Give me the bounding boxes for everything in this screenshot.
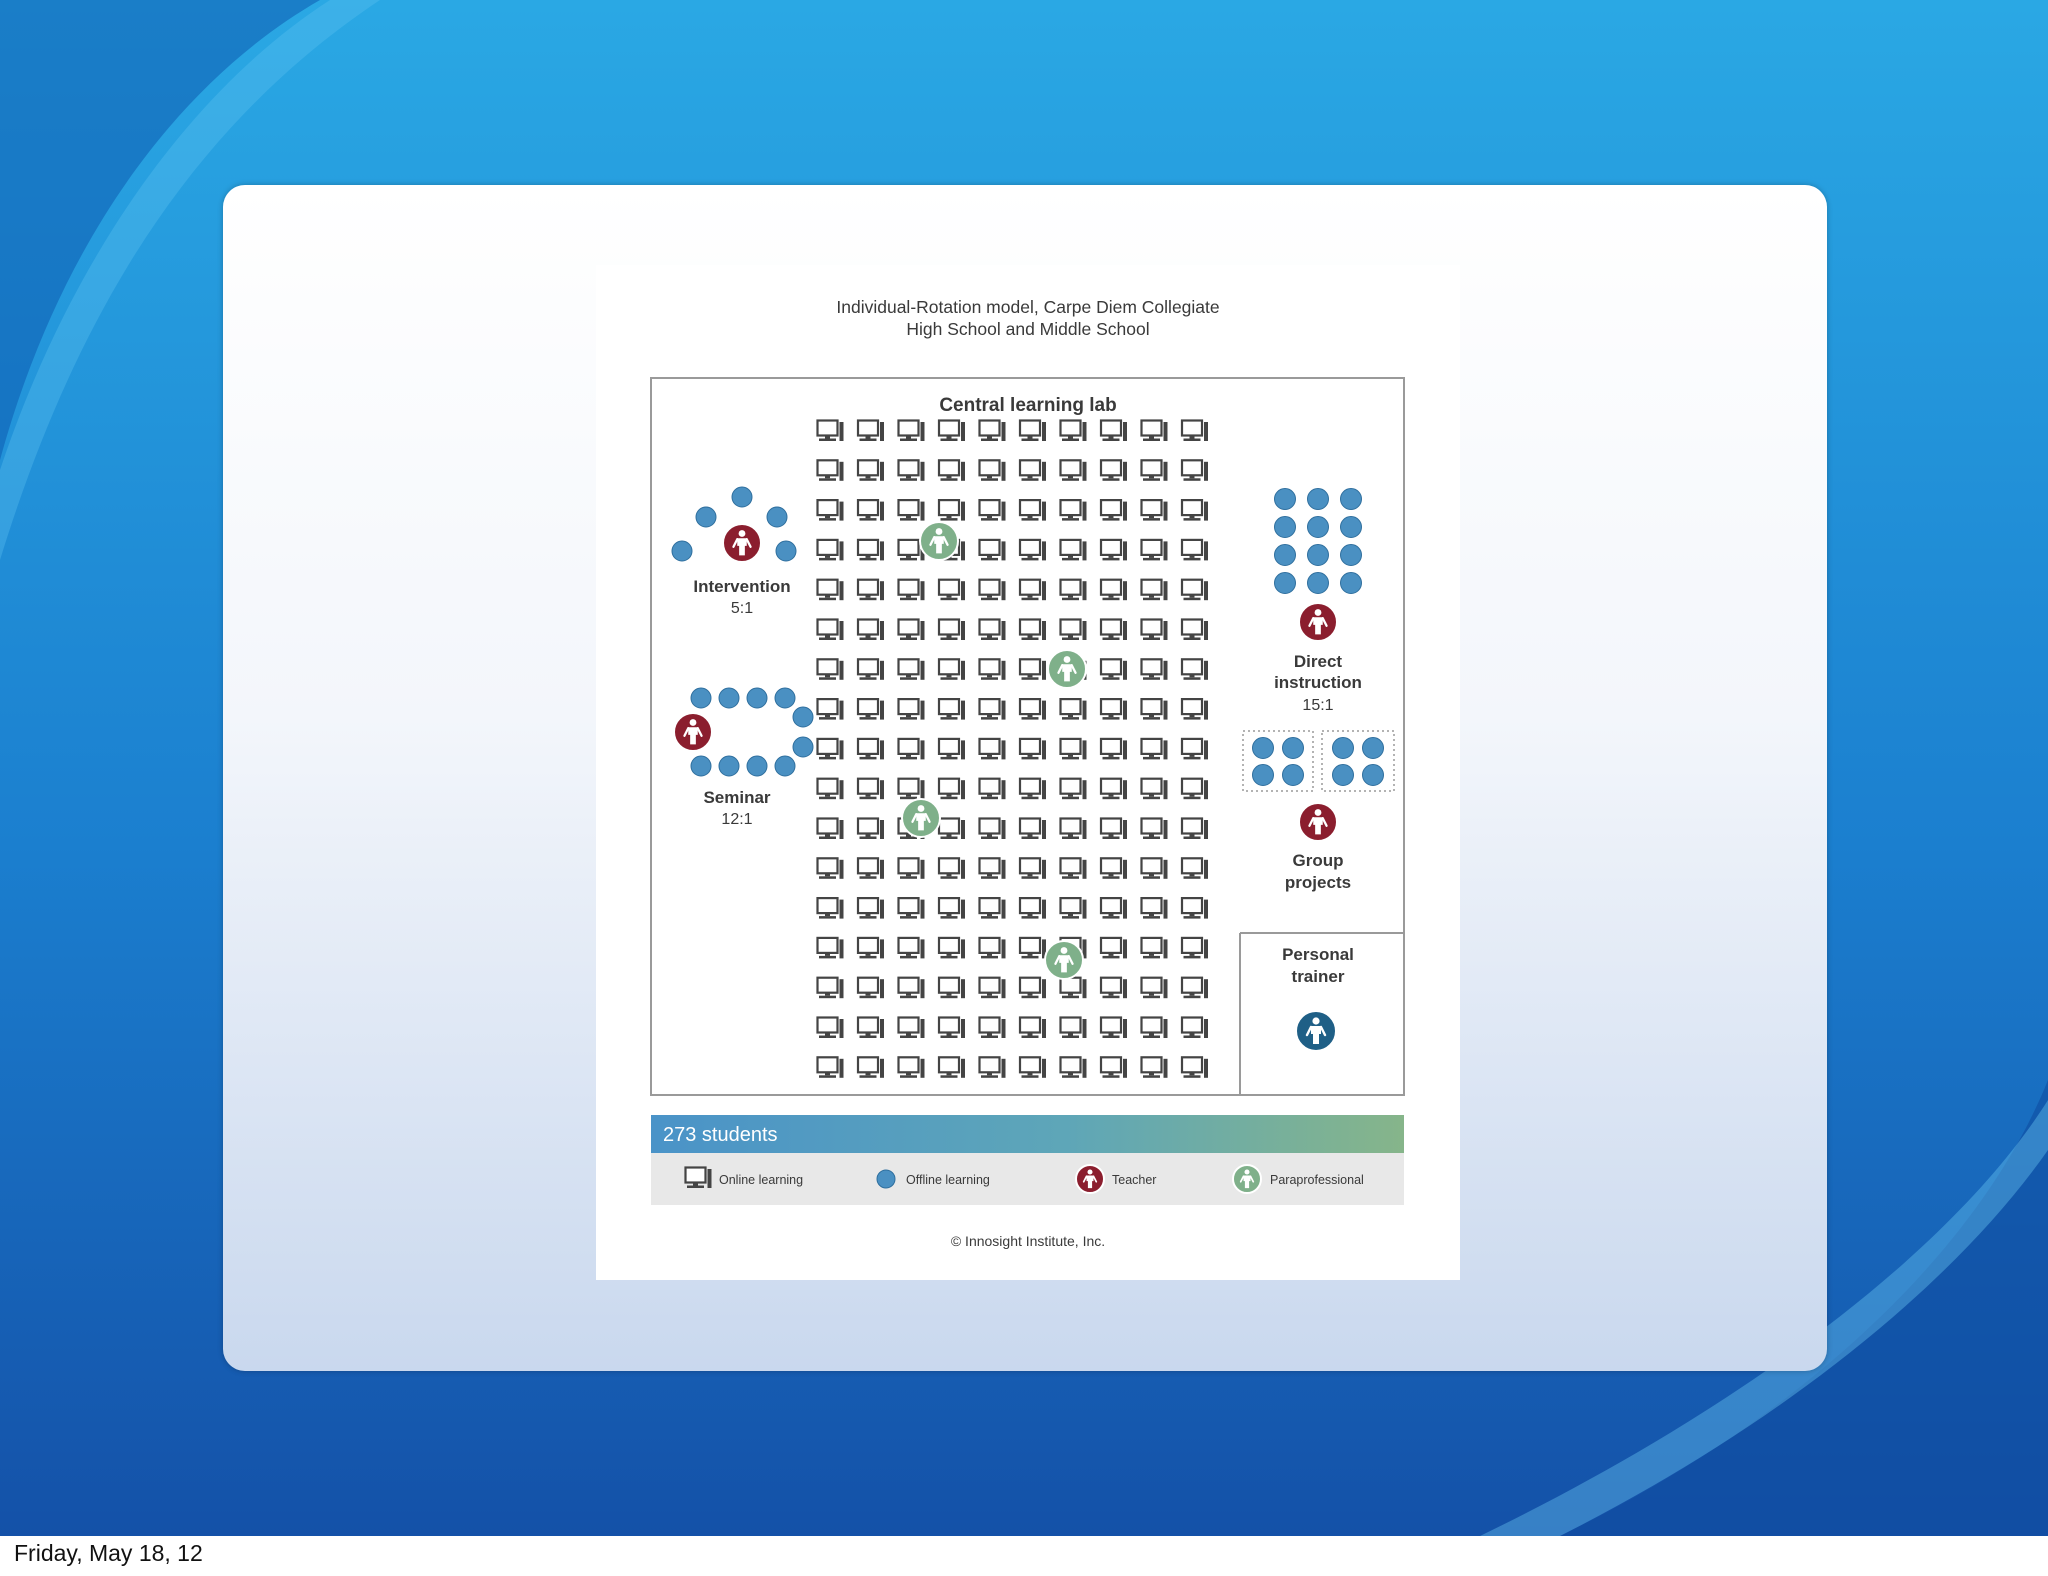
offline-student-dot <box>732 487 752 507</box>
offline-student-dot <box>719 688 739 708</box>
teacher-icon <box>723 524 761 562</box>
online-computer-icon <box>1182 1057 1208 1078</box>
online-computer-icon <box>818 620 844 641</box>
online-computer-icon <box>1101 819 1127 840</box>
online-computer-icon <box>899 620 925 641</box>
offline-student-dot <box>775 688 795 708</box>
online-computer-icon <box>980 540 1006 561</box>
online-computer-icon <box>1142 978 1168 999</box>
students-count: 273 students <box>663 1124 778 1146</box>
online-computer-icon <box>1182 460 1208 481</box>
online-computer-icon <box>858 739 884 760</box>
online-computer-icon <box>980 978 1006 999</box>
online-computer-icon <box>858 540 884 561</box>
online-computer-icon <box>1061 699 1087 720</box>
legend-offline-label: Offline learning <box>906 1173 990 1187</box>
online-computer-icon <box>1061 460 1087 481</box>
online-computer-icon <box>1020 1018 1046 1039</box>
online-computer-icon <box>858 699 884 720</box>
online-computer-icon <box>1182 620 1208 641</box>
online-computer-icon <box>1182 540 1208 561</box>
online-computer-icon <box>1101 779 1127 800</box>
online-computer-icon <box>858 938 884 959</box>
online-computer-icon <box>1020 978 1046 999</box>
online-computer-icon <box>818 1057 844 1078</box>
online-computer-icon <box>1020 779 1046 800</box>
online-computer-icon <box>858 460 884 481</box>
online-computer-icon <box>980 620 1006 641</box>
intervention-label: Intervention <box>693 577 791 596</box>
online-computer-icon <box>1182 779 1208 800</box>
online-computer-icon <box>858 978 884 999</box>
online-computer-icon <box>1101 858 1127 879</box>
online-computer-icon <box>1142 739 1168 760</box>
online-computer-icon <box>1020 580 1046 601</box>
online-computer-icon <box>818 1018 844 1039</box>
online-computer-icon <box>980 580 1006 601</box>
online-computer-icon <box>1101 620 1127 641</box>
online-computer-icon <box>939 1057 965 1078</box>
offline-student-dot <box>1308 517 1329 538</box>
online-computer-icon <box>1101 739 1127 760</box>
teacher-icon <box>1299 803 1337 841</box>
online-computer-icon <box>858 858 884 879</box>
offline-student-dot <box>1333 765 1354 786</box>
legend-para-label: Paraprofessional <box>1270 1173 1364 1187</box>
offline-student-dot <box>1283 765 1304 786</box>
online-computer-icon <box>899 898 925 919</box>
offline-student-dot <box>775 756 795 776</box>
online-computer-icon <box>818 540 844 561</box>
online-computer-icon <box>1142 620 1168 641</box>
legend-offline-dot <box>877 1170 895 1188</box>
online-computer-icon <box>1061 739 1087 760</box>
offline-student-dot <box>691 688 711 708</box>
offline-student-dot <box>672 541 692 561</box>
online-computer-icon <box>1101 898 1127 919</box>
online-computer-icon <box>899 659 925 680</box>
seminar-label: Seminar <box>703 788 771 807</box>
online-computer-icon <box>818 580 844 601</box>
offline-student-dot <box>1341 489 1362 510</box>
online-computer-icon <box>1061 540 1087 561</box>
online-computer-icon <box>1020 699 1046 720</box>
online-computer-icon <box>939 460 965 481</box>
online-computer-icon <box>858 659 884 680</box>
figure-title-line1: Individual-Rotation model, Carpe Diem Collegiate <box>836 297 1220 317</box>
online-computer-icon <box>899 978 925 999</box>
online-computer-icon <box>1142 540 1168 561</box>
online-computer-icon <box>1182 978 1208 999</box>
online-computer-icon <box>1061 620 1087 641</box>
online-computer-icon <box>1142 819 1168 840</box>
teacher-icon <box>674 713 712 751</box>
online-computer-icon <box>980 1018 1006 1039</box>
online-computer-icon <box>1142 421 1168 442</box>
online-computer-icon <box>1182 421 1208 442</box>
online-computer-icon <box>980 421 1006 442</box>
online-computer-icon <box>1142 858 1168 879</box>
online-computer-icon <box>980 858 1006 879</box>
direct-ratio: 15:1 <box>1302 697 1334 714</box>
online-computer-icon <box>818 699 844 720</box>
offline-student-dot <box>1275 573 1296 594</box>
online-computer-icon <box>1061 819 1087 840</box>
online-computer-icon <box>899 1057 925 1078</box>
online-computer-icon <box>1101 1057 1127 1078</box>
paraprofessional-icon <box>902 799 940 837</box>
offline-student-dot <box>1275 489 1296 510</box>
offline-student-dot <box>1333 738 1354 759</box>
direct-label-line2: instruction <box>1274 673 1362 692</box>
personal-trainer-icon <box>1296 1011 1336 1051</box>
offline-student-dot <box>1308 573 1329 594</box>
online-computer-icon <box>818 819 844 840</box>
online-computer-icon <box>1061 580 1087 601</box>
copyright: © Innosight Institute, Inc. <box>950 1233 1106 1249</box>
online-computer-icon <box>818 858 844 879</box>
online-computer-icon <box>858 500 884 520</box>
online-computer-icon <box>939 898 965 919</box>
offline-student-dot <box>1283 738 1304 759</box>
online-computer-icon <box>818 898 844 919</box>
people-layer <box>672 487 1384 1051</box>
online-computer-icon <box>1020 739 1046 760</box>
online-computer-icon <box>1101 699 1127 720</box>
lab-title: Central learning lab <box>939 395 1117 416</box>
online-computer-icon <box>980 898 1006 919</box>
legend-paraprofessional-icon <box>1233 1165 1261 1193</box>
offline-student-dot <box>793 707 813 727</box>
online-computer-icon <box>1020 858 1046 879</box>
online-computer-icon <box>1101 580 1127 601</box>
online-computer-icon <box>1101 1018 1127 1039</box>
online-computer-icon <box>899 699 925 720</box>
online-computer-icon <box>939 978 965 999</box>
online-computer-icon <box>899 938 925 959</box>
trainer-label-line1: Personal <box>1282 945 1354 964</box>
online-computer-icon <box>899 858 925 879</box>
offline-student-dot <box>1275 545 1296 566</box>
online-computer-icon <box>818 500 844 520</box>
legend-teacher-icon <box>1076 1165 1104 1193</box>
online-computer-icon <box>1061 779 1087 800</box>
online-computer-icon <box>1182 898 1208 919</box>
online-computer-icon <box>858 1057 884 1078</box>
offline-student-dot <box>767 507 787 527</box>
online-computer-icon <box>1182 938 1208 959</box>
online-computer-icon <box>1142 460 1168 481</box>
paraprofessional-icon <box>920 522 958 560</box>
online-computer-icon <box>1101 460 1127 481</box>
online-computer-icon <box>858 1018 884 1039</box>
offline-student-dot <box>691 756 711 776</box>
online-computer-icon <box>818 659 844 680</box>
online-computer-icon <box>818 978 844 999</box>
online-computer-icon <box>858 620 884 641</box>
paraprofessional-icon <box>1048 650 1086 688</box>
online-computer-icon <box>899 779 925 800</box>
online-computer-icon <box>1101 421 1127 442</box>
group-table-right <box>1322 731 1394 791</box>
online-computer-icon <box>1061 978 1087 999</box>
online-computer-icon <box>939 1018 965 1039</box>
offline-student-dot <box>1308 545 1329 566</box>
online-computer-icon <box>1020 898 1046 919</box>
online-computer-icon <box>1142 699 1168 720</box>
online-computer-icon <box>1182 739 1208 760</box>
online-computer-icon <box>1020 938 1046 959</box>
offline-student-dot <box>747 756 767 776</box>
online-computer-icon <box>818 938 844 959</box>
online-computer-icon <box>1061 898 1087 919</box>
group-table-left <box>1243 731 1313 791</box>
online-computer-icon <box>1142 580 1168 601</box>
online-computer-icon <box>1101 659 1127 680</box>
trainer-label-line2: trainer <box>1291 967 1345 986</box>
online-computer-icon <box>899 500 925 520</box>
offline-student-dot <box>1341 517 1362 538</box>
online-computer-icon <box>980 819 1006 840</box>
online-computer-icon <box>858 819 884 840</box>
online-computer-icon <box>1020 659 1046 680</box>
online-computer-icon <box>939 659 965 680</box>
online-computer-icon <box>980 699 1006 720</box>
online-computer-icon <box>818 739 844 760</box>
online-computer-icon <box>1182 500 1208 520</box>
online-computer-icon <box>899 580 925 601</box>
online-computer-icon <box>1101 500 1127 520</box>
online-computer-icon <box>1061 858 1087 879</box>
offline-student-dot <box>793 737 813 757</box>
offline-student-dot <box>747 688 767 708</box>
online-computer-icon <box>899 1018 925 1039</box>
online-computer-icon <box>858 580 884 601</box>
online-computer-icon <box>1182 858 1208 879</box>
offline-student-dot <box>1363 738 1384 759</box>
online-computer-icon <box>1182 580 1208 601</box>
offline-student-dot <box>1275 517 1296 538</box>
online-computer-icon <box>899 421 925 442</box>
paraprofessional-icon <box>1045 941 1083 979</box>
online-computer-icon <box>980 1057 1006 1078</box>
online-computer-icon <box>1142 938 1168 959</box>
online-computer-icon <box>1020 500 1046 520</box>
online-computer-icon <box>818 460 844 481</box>
online-computer-icon <box>939 858 965 879</box>
online-computer-icon <box>939 620 965 641</box>
online-computer-icon <box>1182 1018 1208 1039</box>
online-computer-icon <box>939 421 965 442</box>
online-computer-icon <box>980 460 1006 481</box>
online-computer-icon <box>939 500 965 520</box>
offline-student-dot <box>1341 545 1362 566</box>
online-computer-icon <box>1020 421 1046 442</box>
seminar-ratio: 12:1 <box>721 811 753 828</box>
online-computer-icon <box>939 938 965 959</box>
online-computer-icon <box>1020 1057 1046 1078</box>
online-computer-icon <box>1142 659 1168 680</box>
computer-grid <box>818 421 1209 1078</box>
figure-diagram <box>596 265 1460 1280</box>
online-computer-icon <box>1101 938 1127 959</box>
online-computer-icon <box>980 779 1006 800</box>
online-computer-icon <box>899 460 925 481</box>
online-computer-icon <box>1142 1018 1168 1039</box>
offline-student-dot <box>1253 765 1274 786</box>
online-computer-icon <box>939 739 965 760</box>
group-label-line2: projects <box>1284 873 1352 892</box>
online-computer-icon <box>1101 540 1127 561</box>
online-computer-icon <box>980 659 1006 680</box>
online-computer-icon <box>1182 819 1208 840</box>
online-computer-icon <box>980 739 1006 760</box>
intervention-ratio: 5:1 <box>730 600 754 617</box>
online-computer-icon <box>1142 898 1168 919</box>
legend-teacher-label: Teacher <box>1112 1173 1157 1187</box>
offline-student-dot <box>1308 489 1329 510</box>
online-computer-icon <box>1020 460 1046 481</box>
online-computer-icon <box>818 779 844 800</box>
footer-date: Friday, May 18, 12 <box>14 1540 203 1566</box>
online-computer-icon <box>818 421 844 442</box>
online-computer-icon <box>858 421 884 442</box>
online-computer-icon <box>1020 819 1046 840</box>
offline-student-dot <box>1341 573 1362 594</box>
offline-student-dot <box>1253 738 1274 759</box>
offline-student-dot <box>776 541 796 561</box>
online-computer-icon <box>1020 620 1046 641</box>
online-computer-icon <box>1061 500 1087 520</box>
online-computer-icon <box>939 779 965 800</box>
offline-student-dot <box>696 507 716 527</box>
direct-label-line1: Direct <box>1293 652 1343 671</box>
group-label-line1: Group <box>1292 851 1344 870</box>
online-computer-icon <box>980 500 1006 520</box>
figure-title-line2: High School and Middle School <box>906 319 1150 339</box>
online-computer-icon <box>939 699 965 720</box>
online-computer-icon <box>1142 1057 1168 1078</box>
online-computer-icon <box>1061 1057 1087 1078</box>
legend-online-label: Online learning <box>719 1173 804 1187</box>
online-computer-icon <box>1061 421 1087 442</box>
online-computer-icon <box>939 819 965 840</box>
online-computer-icon <box>939 580 965 601</box>
online-computer-icon <box>1061 1018 1087 1039</box>
carpe-diem-figure <box>596 265 1460 1280</box>
online-computer-icon <box>1182 659 1208 680</box>
online-computer-icon <box>1142 500 1168 520</box>
offline-student-dot <box>1363 765 1384 786</box>
online-computer-icon <box>1101 978 1127 999</box>
online-computer-icon <box>1182 699 1208 720</box>
online-computer-icon <box>1142 779 1168 800</box>
teacher-icon <box>1299 603 1337 641</box>
online-computer-icon <box>980 938 1006 959</box>
online-computer-icon <box>858 779 884 800</box>
online-computer-icon <box>899 739 925 760</box>
online-computer-icon <box>1020 540 1046 561</box>
offline-student-dot <box>719 756 739 776</box>
online-computer-icon <box>858 898 884 919</box>
